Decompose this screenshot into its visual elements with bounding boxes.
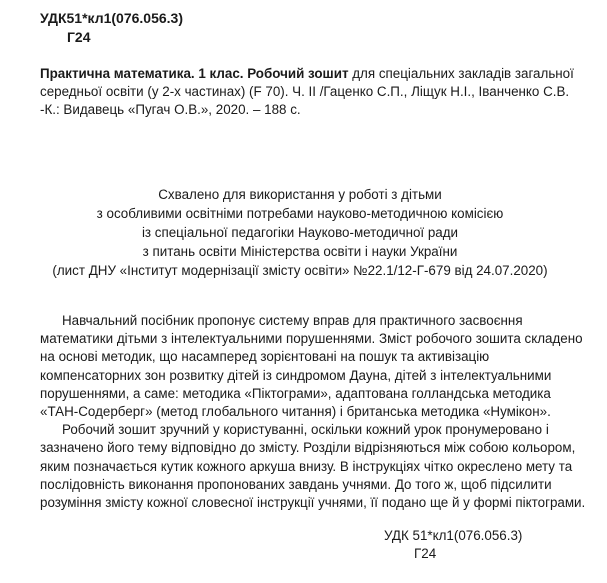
approval-line: з особливими освітніми потребами науково-методичною комісією	[96, 206, 504, 221]
author-sign-code: Г24	[67, 29, 91, 45]
book-title: Практична математика. 1 клас. Робочий зошит	[40, 66, 349, 81]
udk-header	[40, 9, 183, 47]
approval-line: Схвалено для використання у роботі з дітьми	[158, 187, 442, 202]
udk-code: УДК51*кл1(076.056.3)	[40, 10, 184, 26]
approval-line: з питань освіти Міністерства освіти і науки України	[142, 244, 458, 259]
udk-code: УДК 51*кл1(076.056.3)	[384, 528, 523, 543]
paragraph: Навчальний посібник пропонує систему вправ для практичного засвоєння математики дітьми з інтелектуальними порушеннями. Зміст робочого зошита складено на основі методик, що насамперед зорієнтовані на пошук та активізацію компенсаторних зон розвитку дітей із синдромом Дауна, дітей з інтелектуальними порушеннями, а саме: методика «Піктограми», адаптована голландська методика «ТАН-Содерберг» (метод глобального читання) і британська методика «Нумікон».	[40, 313, 583, 420]
udk-footer	[384, 527, 522, 563]
bibliographic-description	[40, 65, 580, 119]
approval-line: (лист ДНУ «Інститут модернізації змісту освіти» №22.1/12-Г-679 від 24.07.2020)	[52, 263, 548, 278]
paragraph: Робочий зошит зручний у користуванні, оскільки кожний урок пронумеровано і зазначено його тему відповідно до змісту. Розділи відрізняються між собою кольором, яким позначається кутик кожного аркуша внизу. В інструкціях чітко окреслено мету та послідовність виконання пропонованих завдань учнями. До того ж, щоб підсилити розуміння змісту кожної словесної інструкції учнями, її подано ще й у формі піктограми.	[40, 422, 586, 511]
approval-line: із спеціальної педагогіки Науково-методичної ради	[141, 225, 459, 240]
author-sign-code: Г24	[414, 546, 437, 561]
bibliographic-details: для спеціальних закладів загальної середньої освіти (у 2-х частинах) (F 70). Ч. ІІ /Гаценко С.П., Ліщук Н.І., Іванченко С.В. -К.: Видавець «Пугач О.В.», 2020. – 188 с.	[40, 66, 574, 117]
annotation-text	[40, 312, 592, 512]
approval-statement	[40, 185, 560, 280]
